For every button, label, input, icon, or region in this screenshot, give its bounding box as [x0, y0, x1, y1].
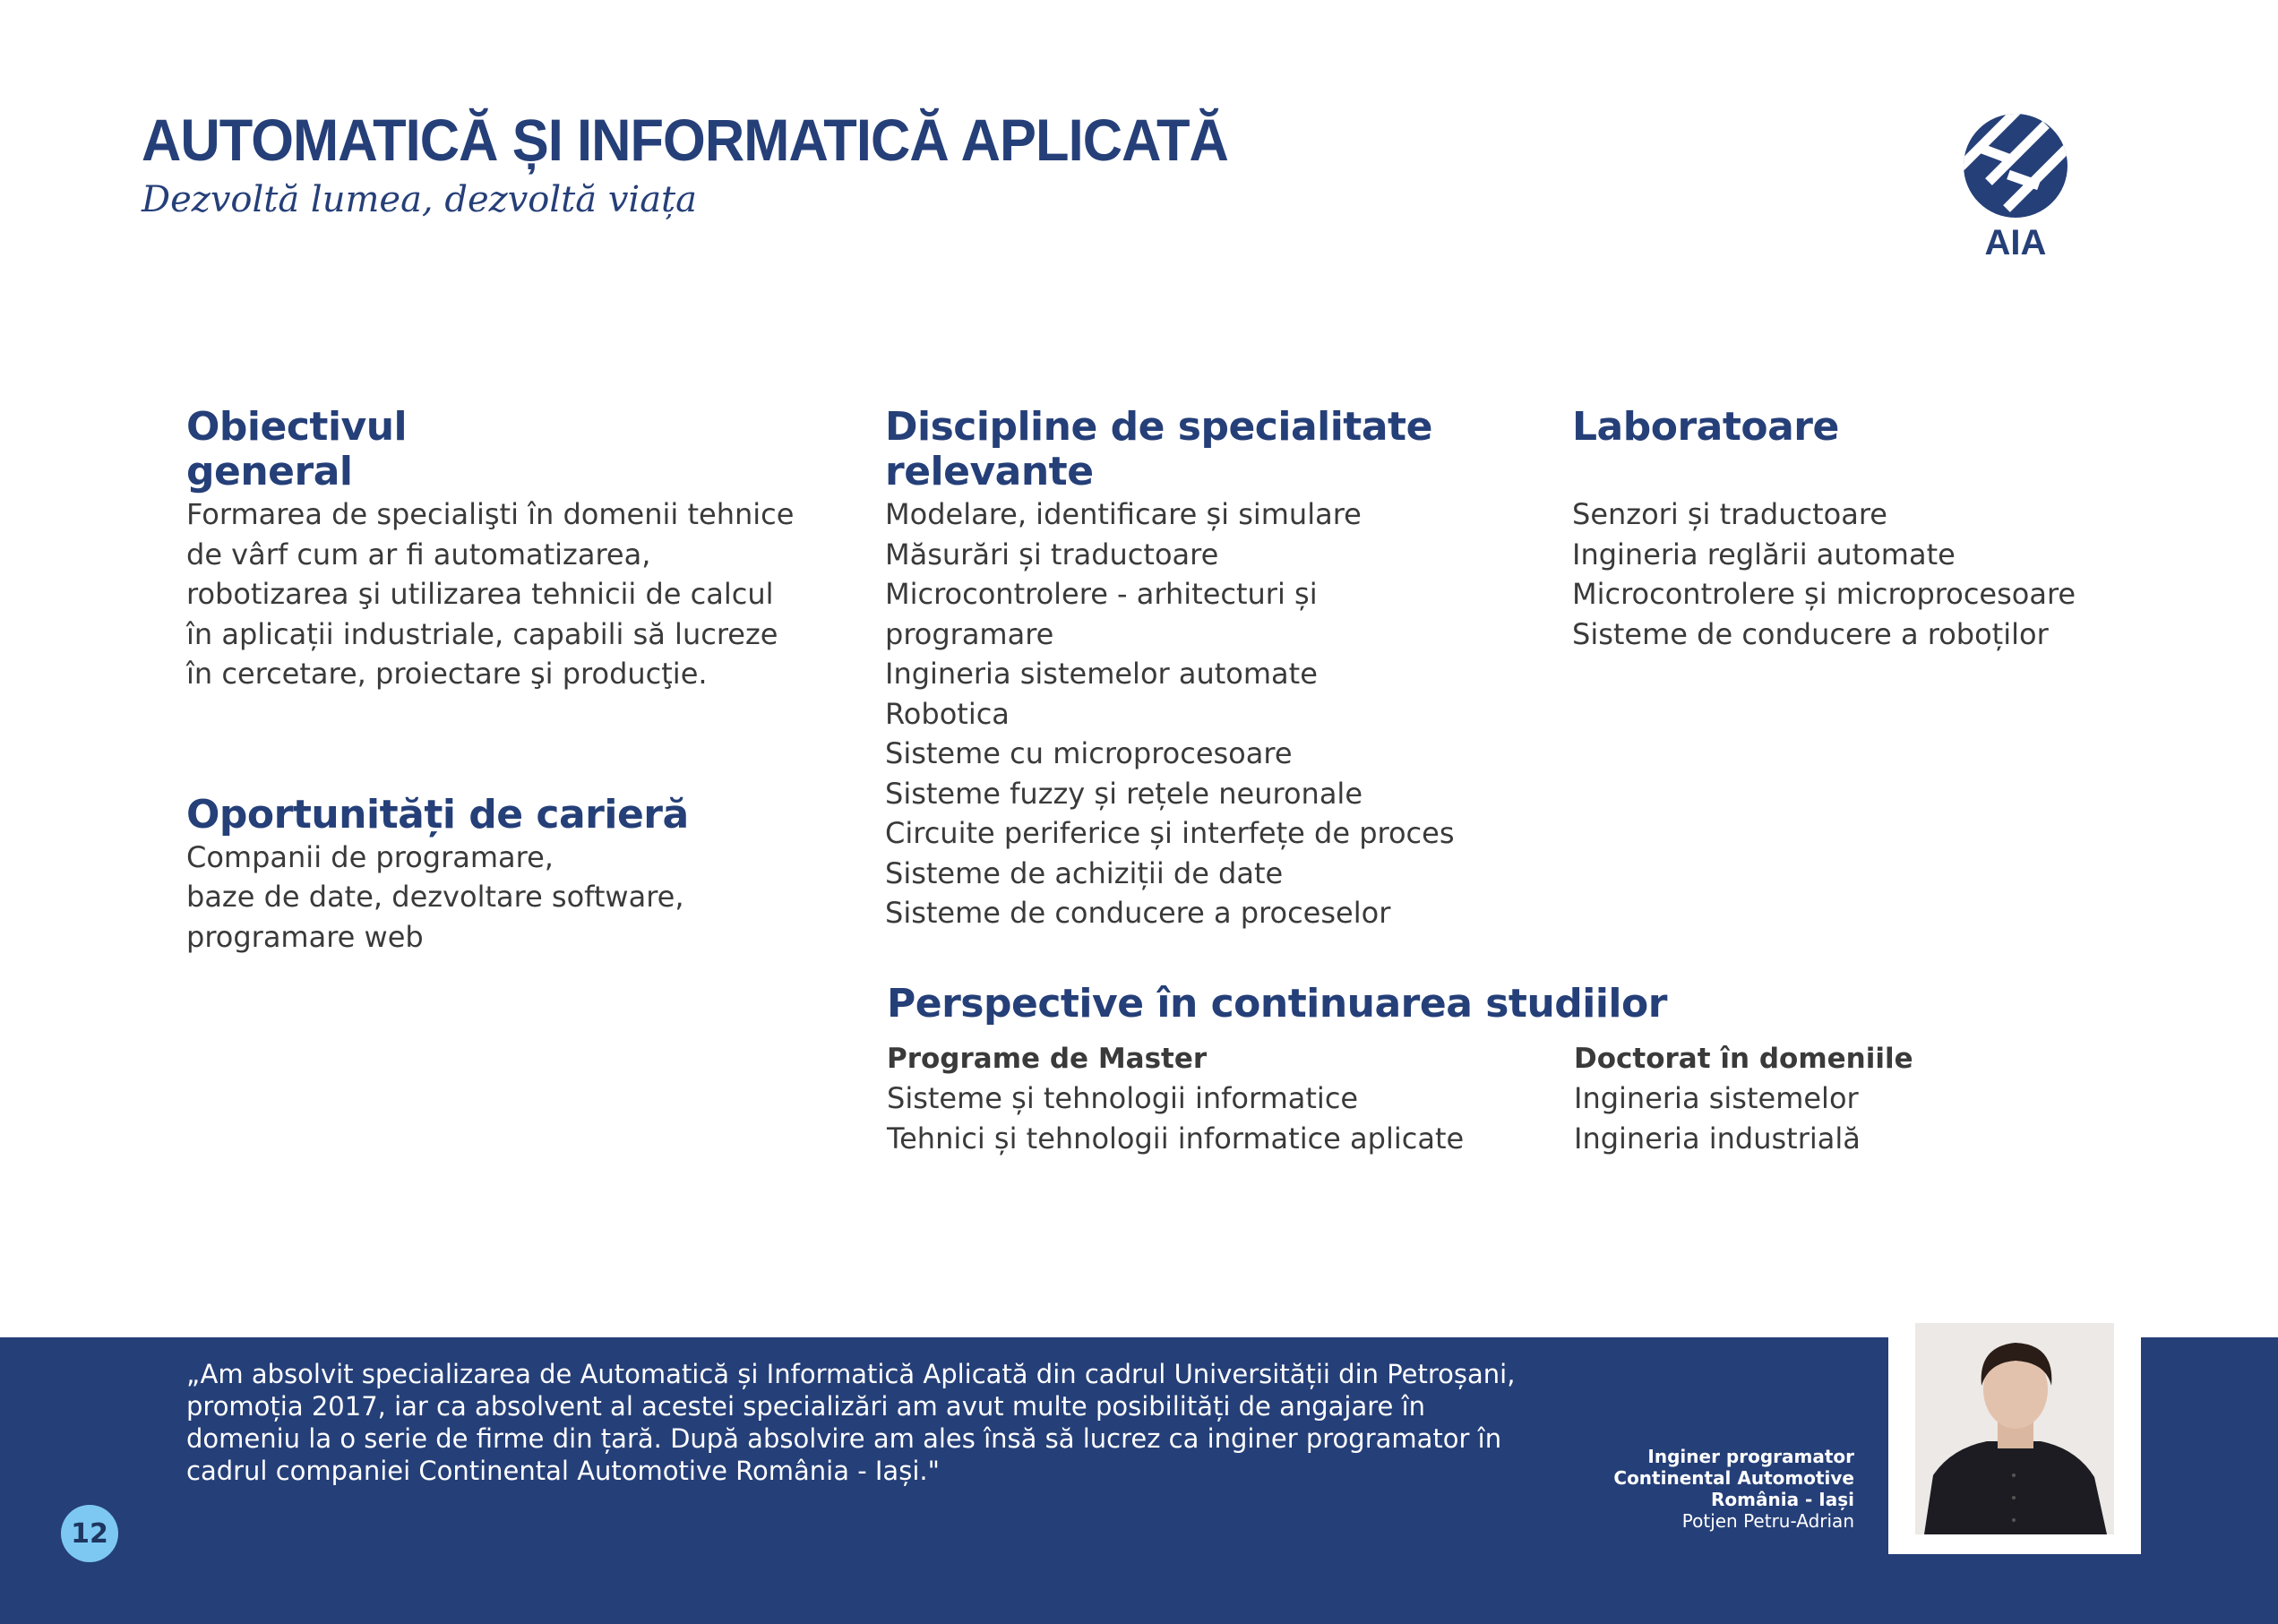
caption-role-line1: Inginer programator	[1647, 1446, 1854, 1467]
phd-list	[1574, 1078, 1913, 1158]
career-section	[186, 793, 795, 958]
perspectives-heading: Perspective în continuarea studiilor	[887, 981, 1667, 1027]
career-list	[186, 838, 795, 958]
phd-heading: Doctorat în domeniile	[1574, 1043, 1913, 1075]
objective-heading-line1: Obiectivul	[186, 404, 408, 450]
master-item: Tehnici și tehnologii informatice aplicate	[887, 1121, 1465, 1156]
graduate-photo	[1915, 1323, 2114, 1534]
disciplines-heading	[885, 405, 1530, 494]
lab-item: Microcontrolere și microprocesoare	[1572, 577, 2076, 611]
discipline-item: Robotica	[885, 696, 1010, 731]
labs-list	[1572, 494, 2199, 654]
career-line: baze de date, dezvoltare software,	[186, 880, 684, 914]
career-heading: Oportunități de carieră	[186, 791, 689, 838]
objective-section	[186, 405, 795, 957]
labs-heading: Laboratoare	[1572, 404, 1839, 450]
discipline-item: Sisteme fuzzy și rețele neuronale	[885, 776, 1363, 811]
objective-heading	[186, 405, 795, 494]
caption-role-line3: România - Iași	[1711, 1489, 1854, 1510]
page-subtitle: Dezvoltă lumea, dezvoltă viața	[142, 179, 697, 220]
phd-section	[1574, 1039, 1913, 1158]
discipline-item: Circuite periferice și interfețe de proces	[885, 816, 1455, 850]
disciplines-heading-line2: relevante	[885, 449, 1094, 494]
page-number-badge: 12	[61, 1505, 118, 1562]
master-list	[887, 1078, 1464, 1158]
logo-text: AIA	[1984, 223, 2047, 262]
career-line: programare web	[186, 919, 424, 954]
discipline-item: Sisteme de achiziții de date	[885, 855, 1284, 890]
master-item: Sisteme și tehnologii informatice	[887, 1081, 1359, 1115]
objective-heading-line2: general	[186, 449, 353, 494]
discipline-item: Sisteme de conducere a proceselor	[885, 896, 1391, 930]
career-line: Companii de programare,	[186, 839, 554, 874]
disciplines-list	[885, 494, 1530, 933]
person-portrait-icon	[1915, 1323, 2114, 1534]
caption-name: Potjen Petru-Adrian	[1681, 1510, 1854, 1532]
discipline-item: Microcontrolere - arhitecturi și	[885, 577, 1318, 611]
caption-role-line2: Continental Automotive	[1613, 1467, 1854, 1489]
discipline-item: Modelare, identificare și simulare	[885, 497, 1362, 531]
discipline-item: programare	[885, 616, 1054, 651]
phd-item: Ingineria industrială	[1574, 1121, 1861, 1156]
disciplines-heading-line1: Discipline de specialitate	[885, 404, 1432, 450]
discipline-item: Ingineria sistemelor automate	[885, 657, 1318, 691]
discipline-item: Sisteme cu microprocesoare	[885, 736, 1293, 770]
testimonial-caption	[1613, 1446, 1854, 1532]
discipline-item: Măsurări și traductoare	[885, 537, 1219, 571]
testimonial-quote: „Am absolvit specializarea de Automatică și Informatică Aplicată din cadrul Universității din Petroșani, promoția 2017, iar ca absolvent al acestei specializări am avut multe posibilități de angajare în domeniu la o serie de firme din țară. După absolvire am ales însă să lucrez ca inginer programator în cadrul companiei Continental Automotive România - Iași."	[186, 1359, 1516, 1486]
labs-section	[1572, 405, 2199, 654]
phd-item: Ingineria sistemelor	[1574, 1081, 1859, 1115]
lab-item: Senzori și traductoare	[1572, 497, 1887, 531]
objective-text: Formarea de specialişti în domenii tehnice de vârf cum ar fi automatizarea, robotizarea şi utilizarea tehnicii de calcul în aplicații industriale, capabili să lucreze în cercetare, proiectare şi producţie.	[186, 497, 795, 691]
aia-logo	[1953, 112, 2078, 264]
graduate-photo-frame	[1888, 1319, 2141, 1554]
lab-item: Sisteme de conducere a roboților	[1572, 616, 2049, 651]
disciplines-section	[885, 405, 1530, 933]
lab-item: Ingineria reglării automate	[1572, 537, 1956, 571]
page-title: AUTOMATICĂ ȘI INFORMATICĂ APLICATĂ	[142, 107, 1228, 173]
aia-logo-icon	[1953, 112, 2078, 219]
master-section	[887, 1039, 1464, 1158]
master-heading: Programe de Master	[887, 1043, 1208, 1075]
